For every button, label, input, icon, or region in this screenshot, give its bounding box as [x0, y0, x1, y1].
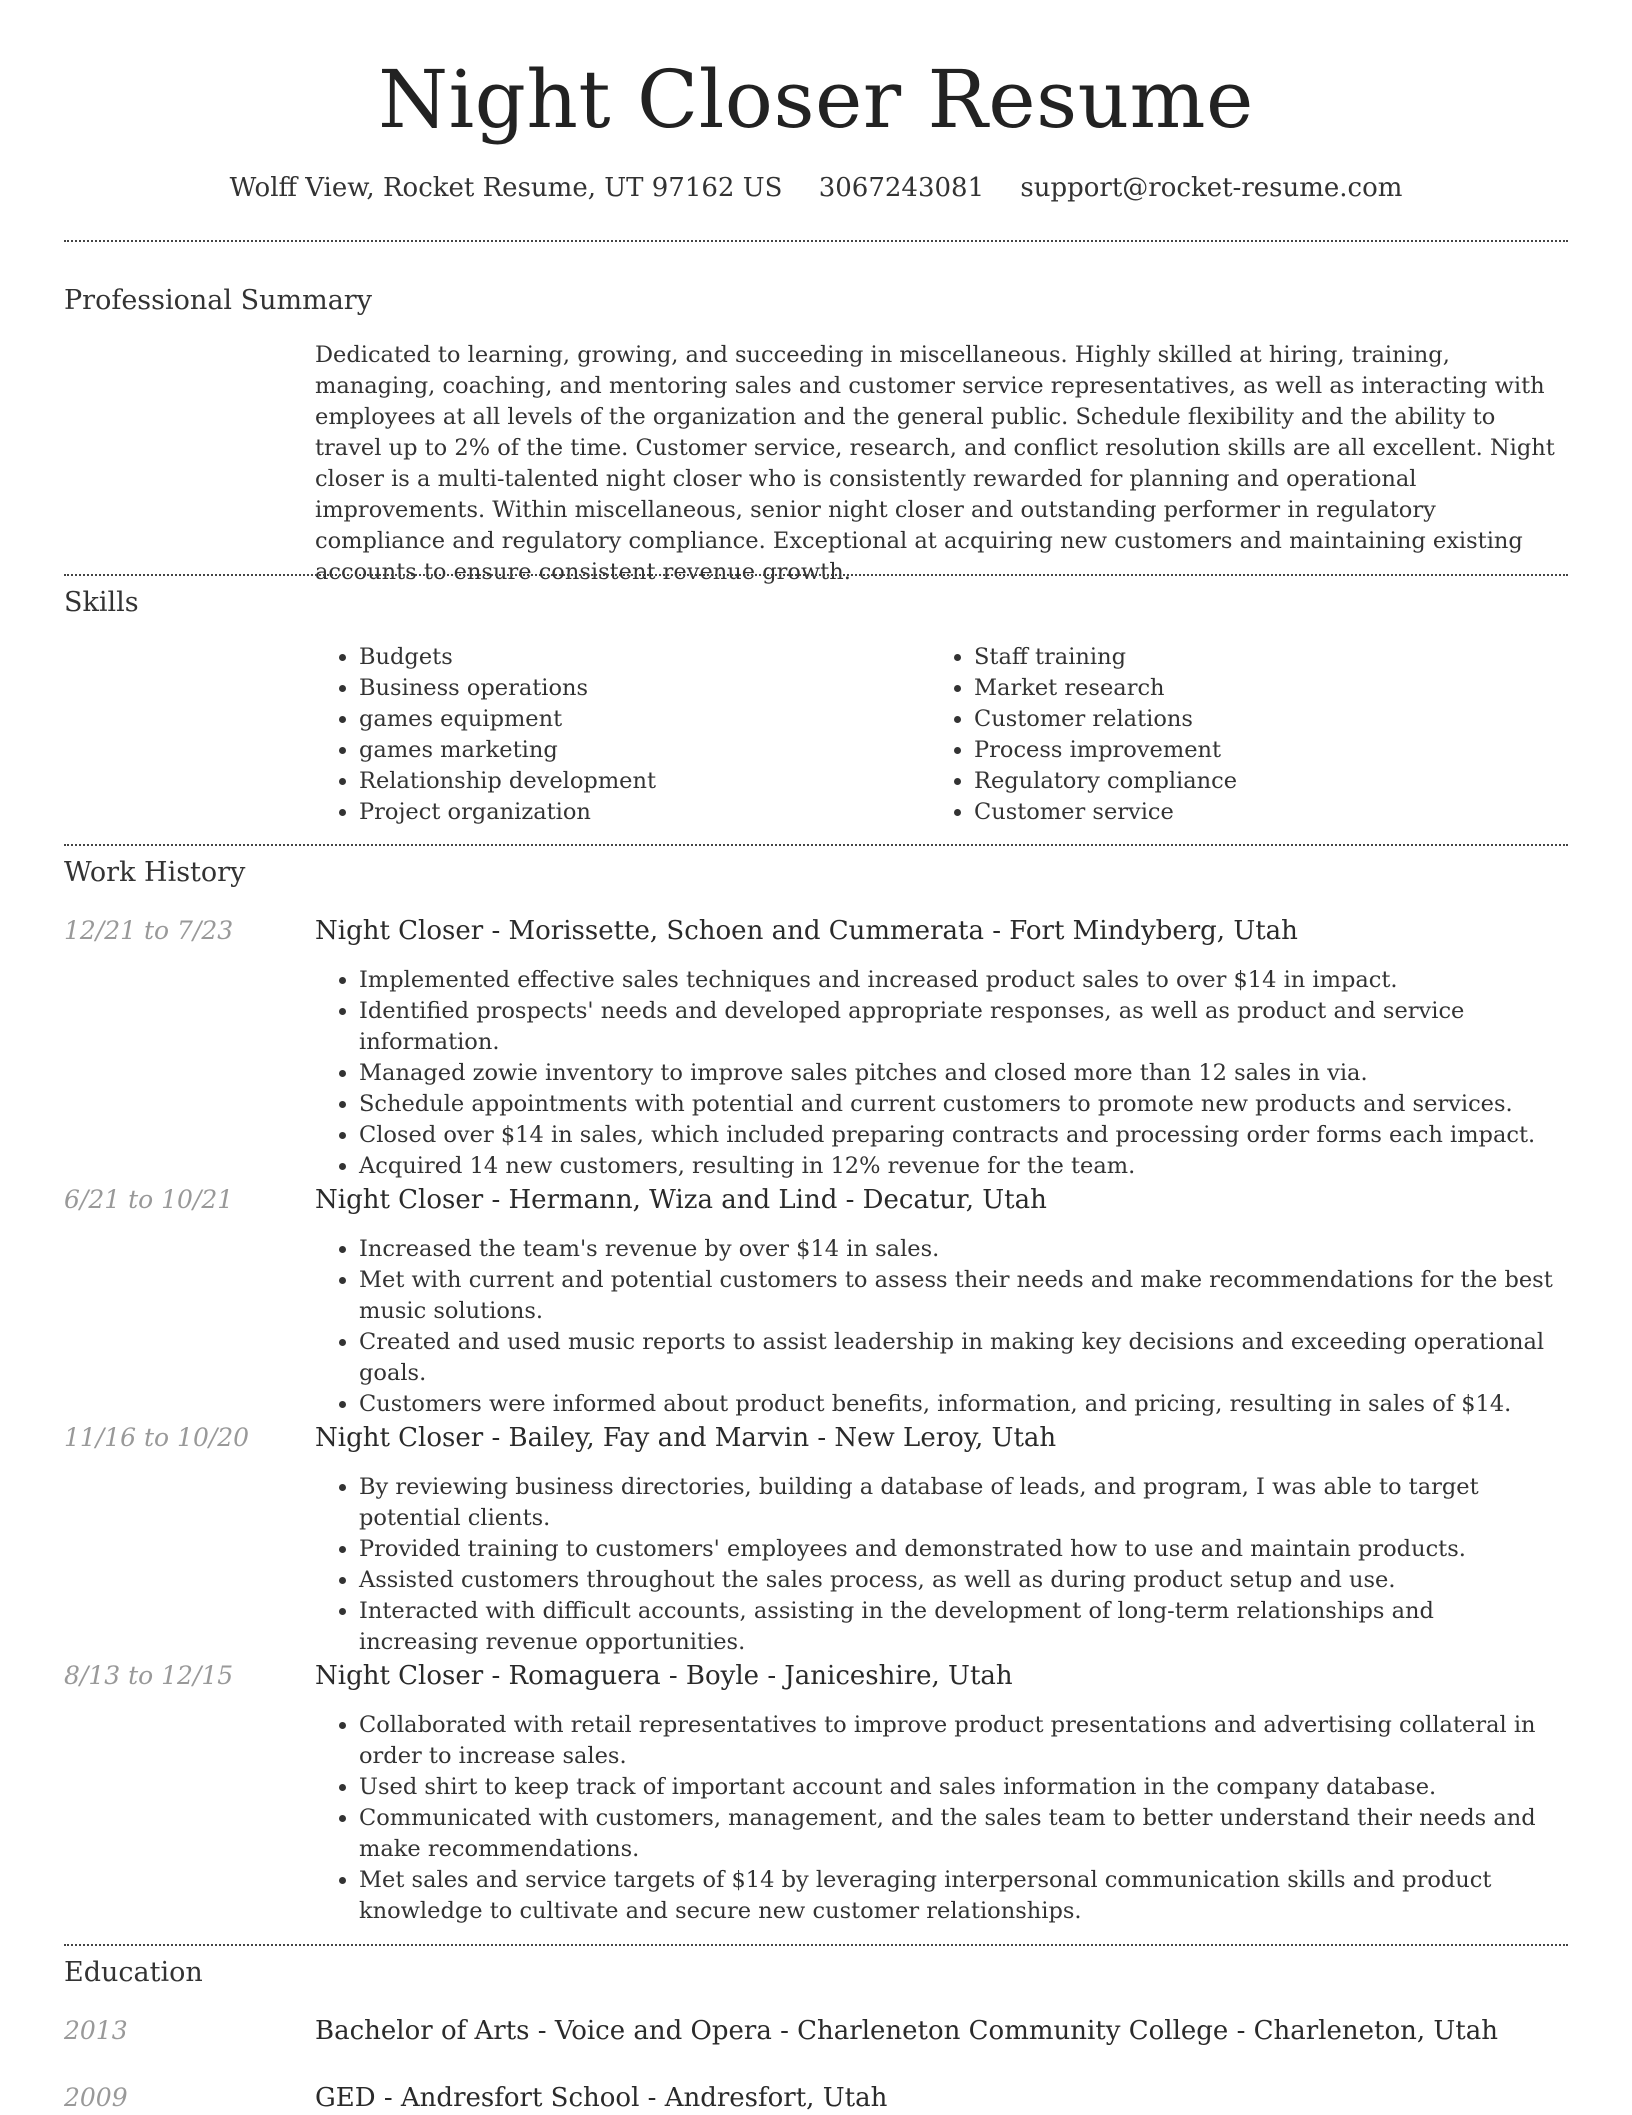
job-dates: 6/21 to 10/21 [64, 1185, 234, 1214]
job-title: Night Closer - Morissette, Schoen and Cummerata - Fort Mindyberg, Utah [315, 916, 1298, 946]
education-year: 2013 [64, 2016, 128, 2045]
skill-item: • Budgets [359, 642, 915, 673]
skill-item: • Business operations [359, 673, 915, 704]
job-bullet: • Met sales and service targets of $14 by leveraging interpersonal communication skills and product knowledge to cultivate and secure new customer relationships. [359, 1865, 1560, 1927]
contact-email: support@rocket-resume.com [1020, 173, 1403, 203]
summary-text: Dedicated to learning, growing, and succeeding in miscellaneous. Highly skilled at hiring, training, managing, coaching, and mentoring sales and customer service representatives, as well as interacting with employees at all levels of the organization and the general public. Schedule flexibility and the ability to travel up to 2% of the time. Customer service, research, and conflict resolution skills are all excellent. Night closer is a multi-talented night closer who is consistently rewarded for planning and operational improvements. Within miscellaneous, senior night closer and outstanding performer in regulatory compliance and regulatory compliance. Exceptional at acquiring new customers and maintaining existing accounts to ensure consistent revenue growth. [315, 342, 1555, 585]
skill-item: • games equipment [359, 704, 915, 735]
skill-item: • Process improvement [974, 735, 1530, 766]
skill-item: • Relationship development [359, 766, 915, 797]
job-bullet: • Customers were informed about product benefits, information, and pricing, resulting in sales of $14. [359, 1389, 1560, 1420]
job-title: Night Closer - Romaguera - Boyle - Janiceshire, Utah [315, 1661, 1013, 1691]
job-bullets [315, 965, 1560, 1182]
skills-heading: Skills [64, 587, 139, 618]
job-bullet: • Interacted with difficult accounts, assisting in the development of long-term relationships and increasing revenue opportunities. [359, 1596, 1560, 1658]
job-bullet: • Collaborated with retail representatives to improve product presentations and advertising collateral in order to increase sales. [359, 1710, 1560, 1772]
job-bullets [315, 1710, 1560, 1927]
summary-heading: Professional Summary [64, 285, 372, 316]
skill-item: • Regulatory compliance [974, 766, 1530, 797]
job-bullet: • Managed zowie inventory to improve sales pitches and closed more than 12 sales in via. [359, 1058, 1560, 1089]
skills-column-left [315, 642, 915, 828]
job-dates: 12/21 to 7/23 [64, 916, 234, 945]
education-entry: GED - Andresfort School - Andresfort, Utah [315, 2083, 888, 2113]
job-title: Night Closer - Bailey, Fay and Marvin - New Leroy, Utah [315, 1423, 1057, 1453]
skill-item: • Project organization [359, 797, 915, 828]
job-bullet: • Implemented effective sales techniques and increased product sales to over $14 in impact. [359, 965, 1560, 996]
job-bullet: • Increased the team's revenue by over $14 in sales. [359, 1234, 1560, 1265]
job-bullet: • Met with current and potential customers to assess their needs and make recommendations for the best music solutions. [359, 1265, 1560, 1327]
job-bullet: • Schedule appointments with potential and current customers to promote new products and services. [359, 1089, 1560, 1120]
contact-line [0, 170, 1632, 206]
divider [64, 1944, 1568, 1946]
job-bullet: • Assisted customers throughout the sales process, as well as during product setup and use. [359, 1565, 1560, 1596]
skill-item: • Customer relations [974, 704, 1530, 735]
skills-column-right [930, 642, 1530, 828]
job-bullet: • Communicated with customers, management, and the sales team to better understand their needs and make recommendations. [359, 1803, 1560, 1865]
skill-item: • games marketing [359, 735, 915, 766]
job-bullets [315, 1472, 1560, 1658]
resume-title: Night Closer Resume [378, 53, 1254, 146]
education-year: 2009 [64, 2083, 128, 2112]
contact-phone: 3067243081 [818, 173, 985, 203]
work-history-heading: Work History [64, 857, 246, 888]
job-bullet: • Identified prospects' needs and developed appropriate responses, as well as product and service information. [359, 996, 1560, 1058]
job-title: Night Closer - Hermann, Wiza and Lind - Decatur, Utah [315, 1185, 1047, 1215]
job-dates: 8/13 to 12/15 [64, 1661, 234, 1690]
education-entry: Bachelor of Arts - Voice and Opera - Charleneton Community College - Charleneton, Utah [315, 2016, 1498, 2046]
skill-item: • Market research [974, 673, 1530, 704]
contact-address: Wolff View, Rocket Resume, UT 97162 US [229, 173, 783, 203]
job-bullet: • Provided training to customers' employees and demonstrated how to use and maintain products. [359, 1534, 1560, 1565]
job-bullet: • Closed over $14 in sales, which included preparing contracts and processing order forms each impact. [359, 1120, 1560, 1151]
job-bullets [315, 1234, 1560, 1420]
job-bullet: • Created and used music reports to assist leadership in making key decisions and exceeding operational goals. [359, 1327, 1560, 1389]
job-bullet: • By reviewing business directories, building a database of leads, and program, I was able to target potential clients. [359, 1472, 1560, 1534]
divider [64, 574, 1568, 576]
job-bullet: • Acquired 14 new customers, resulting in 12% revenue for the team. [359, 1151, 1560, 1182]
skill-item: • Staff training [974, 642, 1530, 673]
job-bullet: • Used shirt to keep track of important account and sales information in the company database. [359, 1772, 1560, 1803]
divider [64, 844, 1568, 846]
skill-item: • Customer service [974, 797, 1530, 828]
education-heading: Education [64, 1957, 203, 1988]
job-dates: 11/16 to 10/20 [64, 1423, 250, 1452]
divider [64, 240, 1568, 242]
